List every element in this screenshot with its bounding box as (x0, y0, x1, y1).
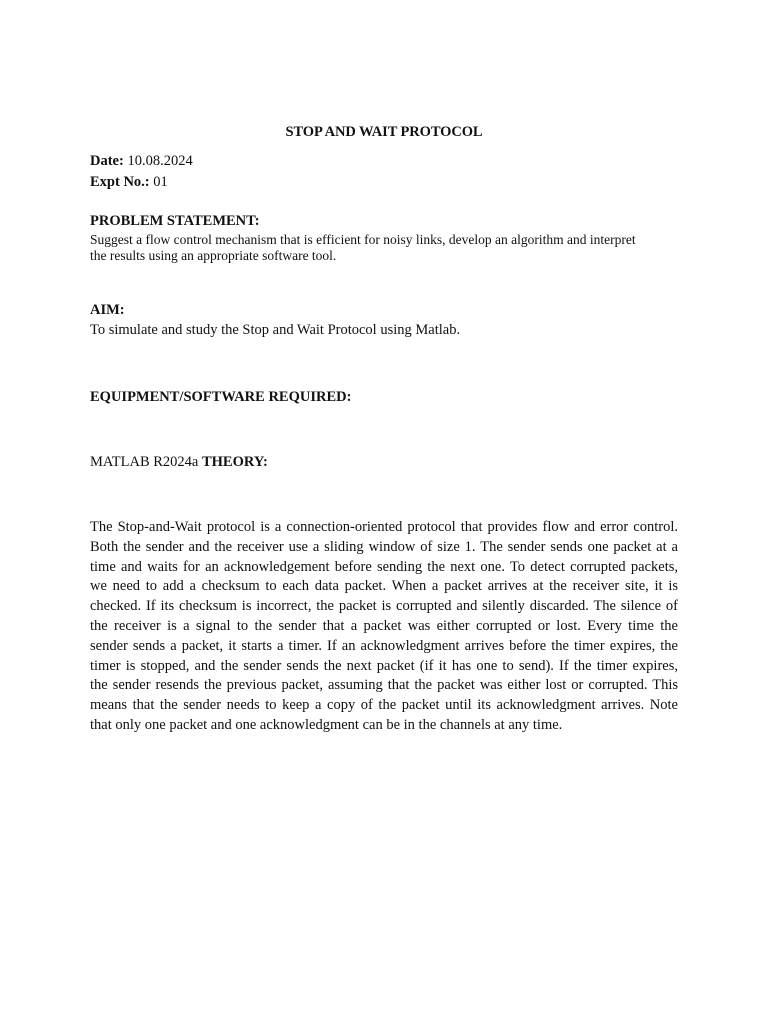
date-value: 10.08.2024 (127, 153, 193, 169)
aim-heading: AIM: (90, 302, 125, 318)
theory-heading: THEORY: (201, 454, 268, 470)
document-title: STOP AND WAIT PROTOCOL (285, 124, 483, 140)
problem-statement-text (90, 232, 690, 264)
date-line (90, 153, 193, 170)
theory-line: we need to add a checksum to each data packet. When a packet arrives at the receiver site, it is (90, 578, 678, 595)
software-text: MATLAB R2024a (90, 454, 199, 470)
theory-line: time and waits for an acknowledgement before sending the next one. To detect corrupted packets, (90, 558, 678, 575)
theory-line: Both the sender and the receiver use a sliding window of size 1. The sender sends one packet at a (90, 538, 678, 555)
expt-line (90, 174, 168, 191)
theory-line: checked. If its checksum is incorrect, the packet is corrupted and silently discarded. The silence of (90, 598, 678, 615)
date-label: Date: (90, 153, 124, 169)
problem-line: the results using an appropriate software tool. (90, 248, 337, 263)
expt-label: Expt No.: (90, 174, 150, 190)
problem-heading: PROBLEM STATEMENT: (90, 213, 260, 229)
expt-value: 01 (153, 174, 168, 190)
theory-paragraph (90, 518, 678, 736)
equipment-heading: EQUIPMENT/SOFTWARE REQUIRED: (90, 389, 352, 405)
theory-line: The Stop-and-Wait protocol is a connection-oriented protocol that provides flow and error control. (90, 519, 678, 535)
aim-text: To simulate and study the Stop and Wait Protocol using Matlab. (90, 322, 461, 338)
software-theory-line (90, 454, 268, 471)
theory-line: timer is stopped, and the sender sends the next packet (if it has one to send). If the timer expires, (90, 657, 678, 674)
theory-line: the sender resends the previous packet, assuming that the packet was either lost or corrupted. This (90, 677, 678, 694)
theory-line: that only one packet and one acknowledgment can be in the channels at any time. (90, 716, 563, 733)
theory-line: the receiver is a signal to the sender that a packet was either corrupted or lost. Every time the (90, 617, 678, 634)
theory-line: sender sends a packet, it starts a timer. If an acknowledgment arrives before the timer expires, the (90, 637, 678, 654)
theory-line: means that the sender needs to keep a copy of the packet until its acknowledgment arrives. Note (90, 697, 678, 714)
problem-line: Suggest a flow control mechanism that is efficient for noisy links, develop an algorithm and interpret (90, 232, 636, 247)
